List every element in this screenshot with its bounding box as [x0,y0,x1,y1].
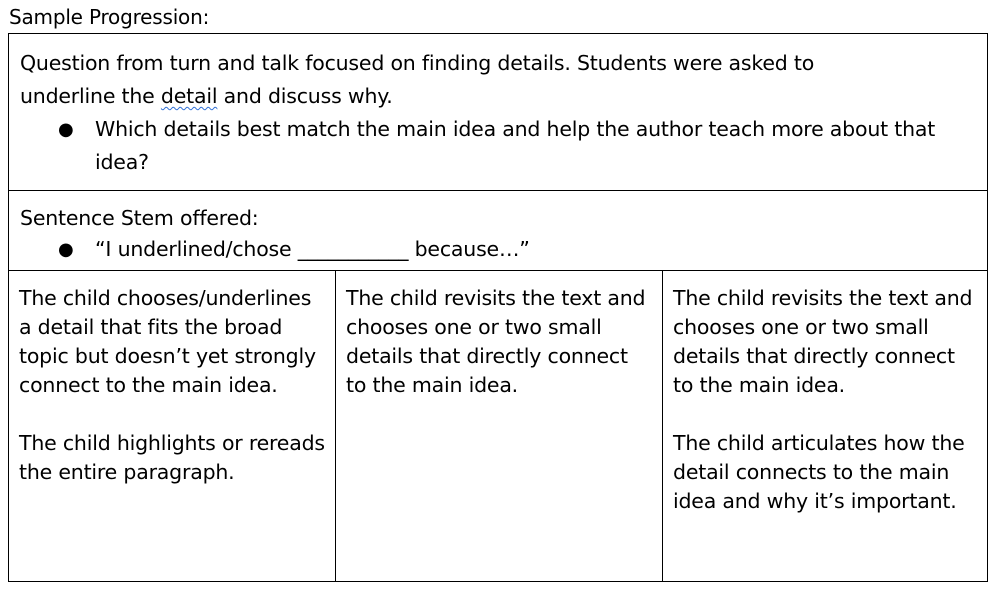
spellcheck-flagged-word[interactable]: detail [160,84,218,108]
question-line-2 [20,80,976,113]
question-bullet-item [20,113,976,179]
sentence-stem-bullet-item [20,235,976,264]
question-line-2-start: underline the [20,84,161,108]
question-cell [9,34,987,191]
sentence-stem-cell [9,191,987,271]
progression-column-3 [663,271,987,581]
sentence-stem-text: “I underlined/chose ___________ because…” [95,237,530,261]
document-heading: Sample Progression: [9,5,210,29]
column-2-paragraph-1: The child revisits the text and chooses one or two small details that directly connect to the main idea. [346,286,646,397]
progression-table [8,33,988,582]
progression-column-2 [336,271,663,581]
question-line-2-end: and discuss why. [217,84,393,108]
question-bullet-text: Which details best match the main idea and help the author teach more about that idea? [95,117,936,174]
column-3-paragraph-1: The child revisits the text and chooses one or two small details that directly connect to the main idea. [673,286,973,397]
progression-column-1 [9,271,336,581]
column-1-paragraph-2: The child highlights or rereads the entire paragraph. [19,431,325,484]
progression-columns-row [9,271,987,581]
bullet-icon: ● [58,119,74,140]
sentence-stem-label: Sentence Stem offered: [20,206,259,230]
column-3-paragraph-2: The child articulates how the detail connects to the main idea and why it’s important. [673,431,965,513]
column-1-paragraph-1: The child chooses/underlines a detail that fits the broad topic but doesn’t yet strongly connect to the main idea. [19,286,316,397]
question-line-1: Question from turn and talk focused on finding details. Students were asked to [20,51,815,75]
bullet-icon: ● [58,239,74,260]
